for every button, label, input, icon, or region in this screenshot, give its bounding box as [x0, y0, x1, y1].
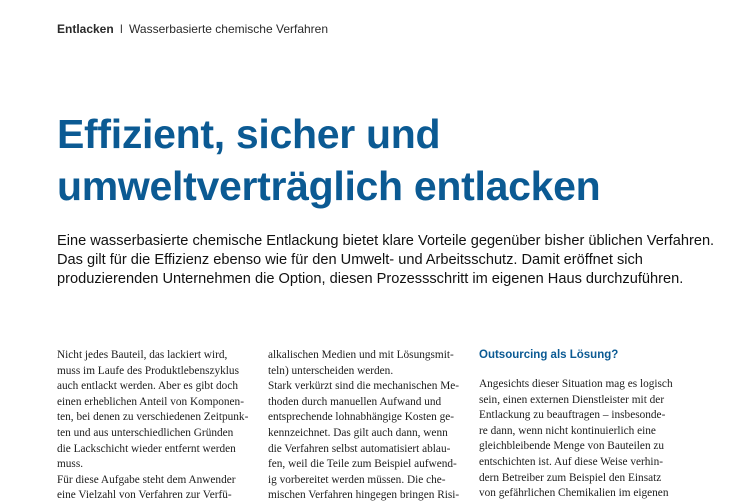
title-line-1: Effizient, sicher und: [57, 111, 441, 157]
text-line: sein, einen externen Dienstleister mit der: [479, 393, 665, 406]
text-line: alkalischen Medien und mit Lösungsmit-: [268, 349, 454, 361]
text-line: fen, weil die Teile zum Beispiel aufwend-: [268, 458, 457, 471]
lead-line: Eine wasserbasierte chemische Entlackung bietet klare Vorteile gegenüber bisher üblichen Verfahren.: [57, 233, 715, 249]
text-line: muss.: [57, 458, 84, 471]
body-column-3: [479, 348, 674, 502]
text-line: muss im Laufe des Produktlebenszyklus: [57, 364, 239, 377]
text-line: auch entlackt werden. Aber es gibt doch: [57, 380, 238, 393]
text-line: teln) unterscheiden werden.: [268, 364, 394, 377]
text-line: ten, bei denen zu verschiedenen Zeitpunk-: [57, 411, 249, 424]
text-line: kennzeichnet. Das gilt auch dann, wenn: [268, 426, 448, 439]
text-line: Entlackung zu beauftragen – insbesonde-: [479, 409, 666, 422]
text-line: gleichbleibende Menge von Bauteilen zu: [479, 440, 665, 453]
text-line: mischen Verfahren hingegen bringen Risi-: [268, 489, 460, 502]
text-line: entsprechende lohnabhängige Kosten ge-: [268, 411, 455, 424]
text-line: einen erheblichen Anteil von Komponen-: [57, 395, 244, 408]
header-separator: I: [119, 22, 124, 36]
text-line: dern Betreiber zum Beispiel den Einsatz: [479, 471, 662, 484]
article-lead: [57, 232, 727, 288]
text-line: ig vorbereitet werden müssen. Die che-: [268, 473, 446, 486]
text-line: eine Vielzahl von Verfahren zur Verfü-: [57, 489, 232, 502]
article-title: [57, 108, 717, 212]
text-line: Nicht jedes Bauteil, das lackiert wird,: [57, 349, 228, 361]
text-line: entschichten ist. Auf diese Weise verhin-: [479, 455, 663, 468]
page-header: [57, 22, 328, 36]
title-line-2: umweltverträglich entlacken: [57, 163, 601, 209]
lead-line: produzierenden Unternehmen die Option, diesen Prozessschritt im eigenen Haus durchzuführen.: [57, 270, 684, 287]
text-line: ten und aus unterschiedlichen Gründen: [57, 426, 234, 439]
body-column-2: [268, 348, 463, 504]
body-column-1: [57, 348, 252, 504]
text-line: Angesichts dieser Situation mag es logisch: [479, 378, 673, 390]
lead-line: Das gilt für die Effizienz ebenso wie für den Umwelt- und Arbeitsschutz. Damit eröffnet sich: [57, 251, 643, 268]
text-line: die Lackschicht wieder entfernt werden: [57, 442, 236, 455]
topic-label: Wasserbasierte chemische Verfahren: [129, 22, 329, 36]
text-line: die Verfahren selbst automatisiert ablau-: [268, 442, 451, 455]
text-line: re dann, wenn nicht kontinuierlich eine: [479, 424, 656, 437]
section-heading: Outsourcing als Lösung?: [479, 349, 619, 361]
text-line: thoden durch manuellen Aufwand und: [268, 395, 442, 408]
text-line: Für diese Aufgabe steht dem Anwender: [57, 473, 236, 486]
section-label: Entlacken: [57, 22, 114, 36]
text-line: Stark verkürzt sind die mechanischen Me-: [268, 380, 460, 393]
text-line: von gefährlichen Chemikalien im eigenen: [479, 487, 669, 500]
